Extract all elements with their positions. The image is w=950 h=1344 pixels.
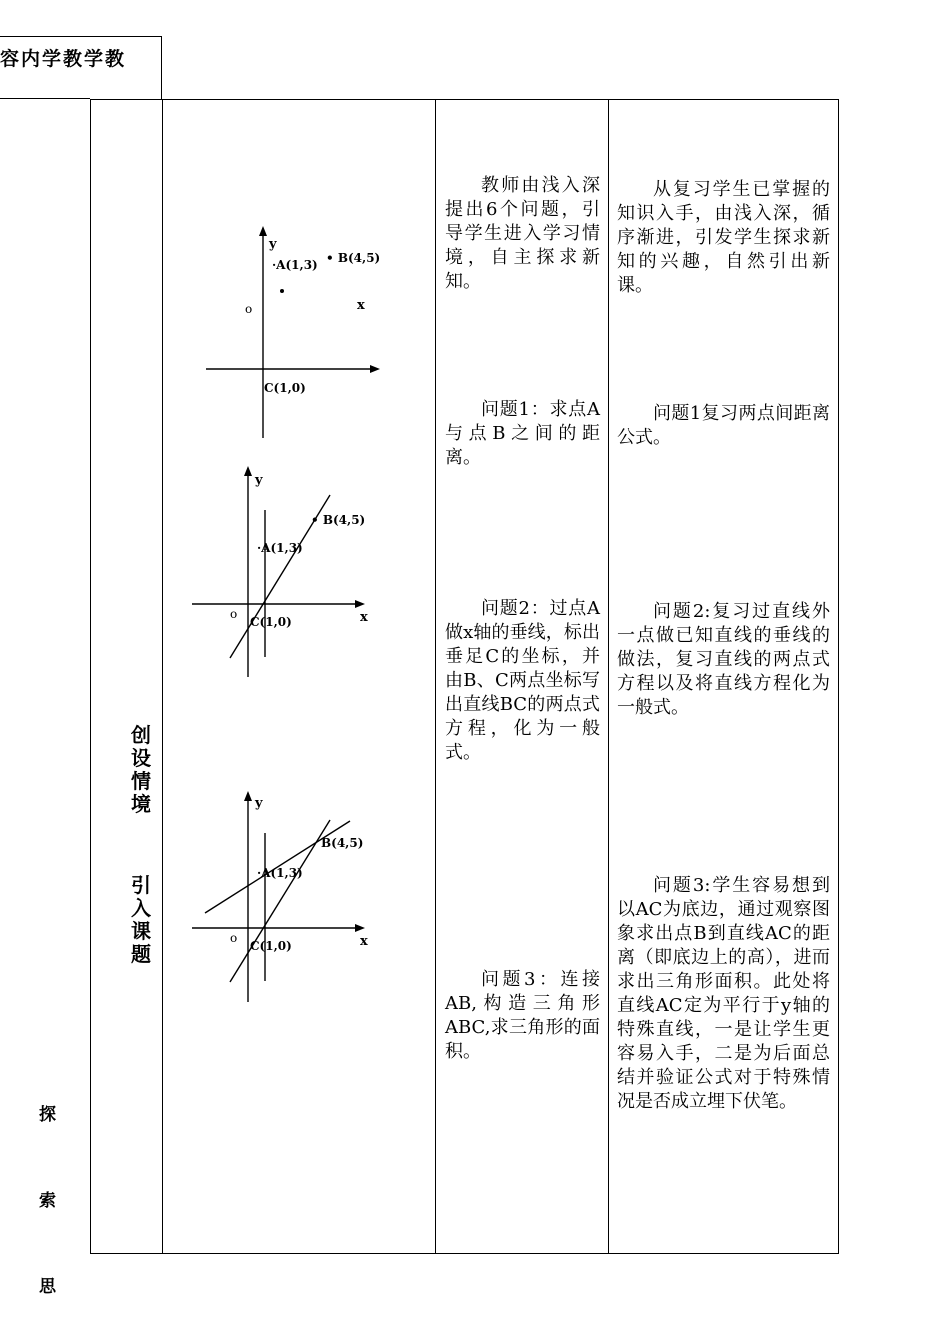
table-bottom-border <box>90 1253 839 1254</box>
graph2-y-arrow <box>244 466 252 476</box>
stage-subtitle-char-1: 引 <box>131 873 151 897</box>
header-bottom-border <box>0 98 90 99</box>
design-intent-intro: 从复习学生已掌握的知识入手，由浅入深，循序渐进，引发学生探求新知的兴趣，自然引出新课。 <box>617 179 830 296</box>
stage-title-char-1: 创 <box>131 723 151 747</box>
graph2-point-a: ·A(1,3) <box>257 541 303 555</box>
graph2-point-b: • B(4,5) <box>311 513 366 527</box>
teacher-activity-intro: 教师由浅入深提出6个问题，引导学生进入学习情境，自主探求新知。 <box>445 175 600 292</box>
teacher-activity-question-3: 问题3：连接AB,构造三角形ABC,求三角形的面积。 <box>445 969 600 1062</box>
side-label-char-2: 索 <box>39 1191 56 1211</box>
header-right-border <box>161 36 162 99</box>
col-line-4 <box>608 99 609 1254</box>
graph3-x-label: x <box>360 934 368 949</box>
graph2-y-label: y <box>255 473 263 488</box>
graph3-point-b: B(4,5) <box>321 836 364 850</box>
graph3-point-a: ·A(1,3) <box>257 866 303 880</box>
graph1-x-label: x <box>357 298 365 313</box>
stage-title <box>129 724 153 816</box>
stage-subtitle-char-2: 入 <box>131 896 151 920</box>
graph3-x-arrow <box>355 924 365 932</box>
graph1-y-label: y <box>269 237 277 252</box>
design-intent-question-2: 问题2:复习过直线外一点做已知直线的垂线的做法，复习直线的两点式方程以及将直线方程化为一般式。 <box>617 601 830 718</box>
graph2-origin: o <box>230 607 238 621</box>
graph1-origin: o <box>245 302 253 316</box>
col-line-2 <box>162 99 163 1254</box>
graph1-point-b: • B(4,5) <box>326 251 381 265</box>
stage-title-char-4: 境 <box>131 792 151 816</box>
design-intent-question-3: 问题3:学生容易想到以AC为底边，通过观察图象求出点B到直线AC的距离（即底边上的高），进而求出三角形面积。此处将直线AC定为平行于y轴的特殊直线，一是让学生更容易入手，二是为后面总结并验证公式对于特殊情况是否成立埋下伏笔。 <box>617 875 830 1112</box>
col-line-1 <box>90 99 91 1254</box>
graph3-line-bc <box>230 820 330 982</box>
stage-subtitle-char-3: 课 <box>131 919 151 943</box>
graph3-origin: o <box>230 931 238 945</box>
graph3-point-c: C(1,0) <box>250 939 292 953</box>
header-title: 容内学教学教 <box>0 48 127 70</box>
table-top-border <box>90 99 839 100</box>
graph2-point-c: C(1,0) <box>250 615 292 629</box>
graph1-x-arrow <box>370 365 380 373</box>
graph-1 <box>190 220 390 445</box>
graph-2 <box>185 462 385 687</box>
stage-subtitle-char-4: 题 <box>131 942 151 966</box>
stage-title-char-2: 设 <box>131 746 151 770</box>
col-line-5 <box>838 99 839 1254</box>
graph2-x-arrow <box>355 600 365 608</box>
graph2-x-label: x <box>360 610 368 625</box>
stage-title-char-3: 情 <box>131 769 151 793</box>
teacher-activity-question-1: 问题1：求点A与点B之间的距离。 <box>445 399 600 468</box>
graph1-point-c: C(1,0) <box>264 381 306 395</box>
graph1-dot <box>280 289 284 293</box>
teacher-activity-question-2: 问题2：过点A做x轴的垂线，标出垂足C的坐标，并由B、C两点坐标写出直线BC的两点式方程，化为一般式。 <box>445 598 600 763</box>
graph3-y-label: y <box>255 796 263 811</box>
graph3-y-arrow <box>244 791 252 801</box>
graph1-point-a: ·A(1,3) <box>272 258 318 272</box>
graph-3 <box>185 787 385 1012</box>
graph1-y-arrow <box>259 226 267 236</box>
design-intent-question-1: 问题1复习两点间距离公式。 <box>617 403 830 448</box>
side-label-char-3: 思 <box>39 1277 56 1297</box>
header-top-border <box>0 36 162 37</box>
stage-subtitle <box>129 874 153 966</box>
side-label-char-1: 探 <box>39 1105 56 1125</box>
col-line-3 <box>435 99 436 1254</box>
